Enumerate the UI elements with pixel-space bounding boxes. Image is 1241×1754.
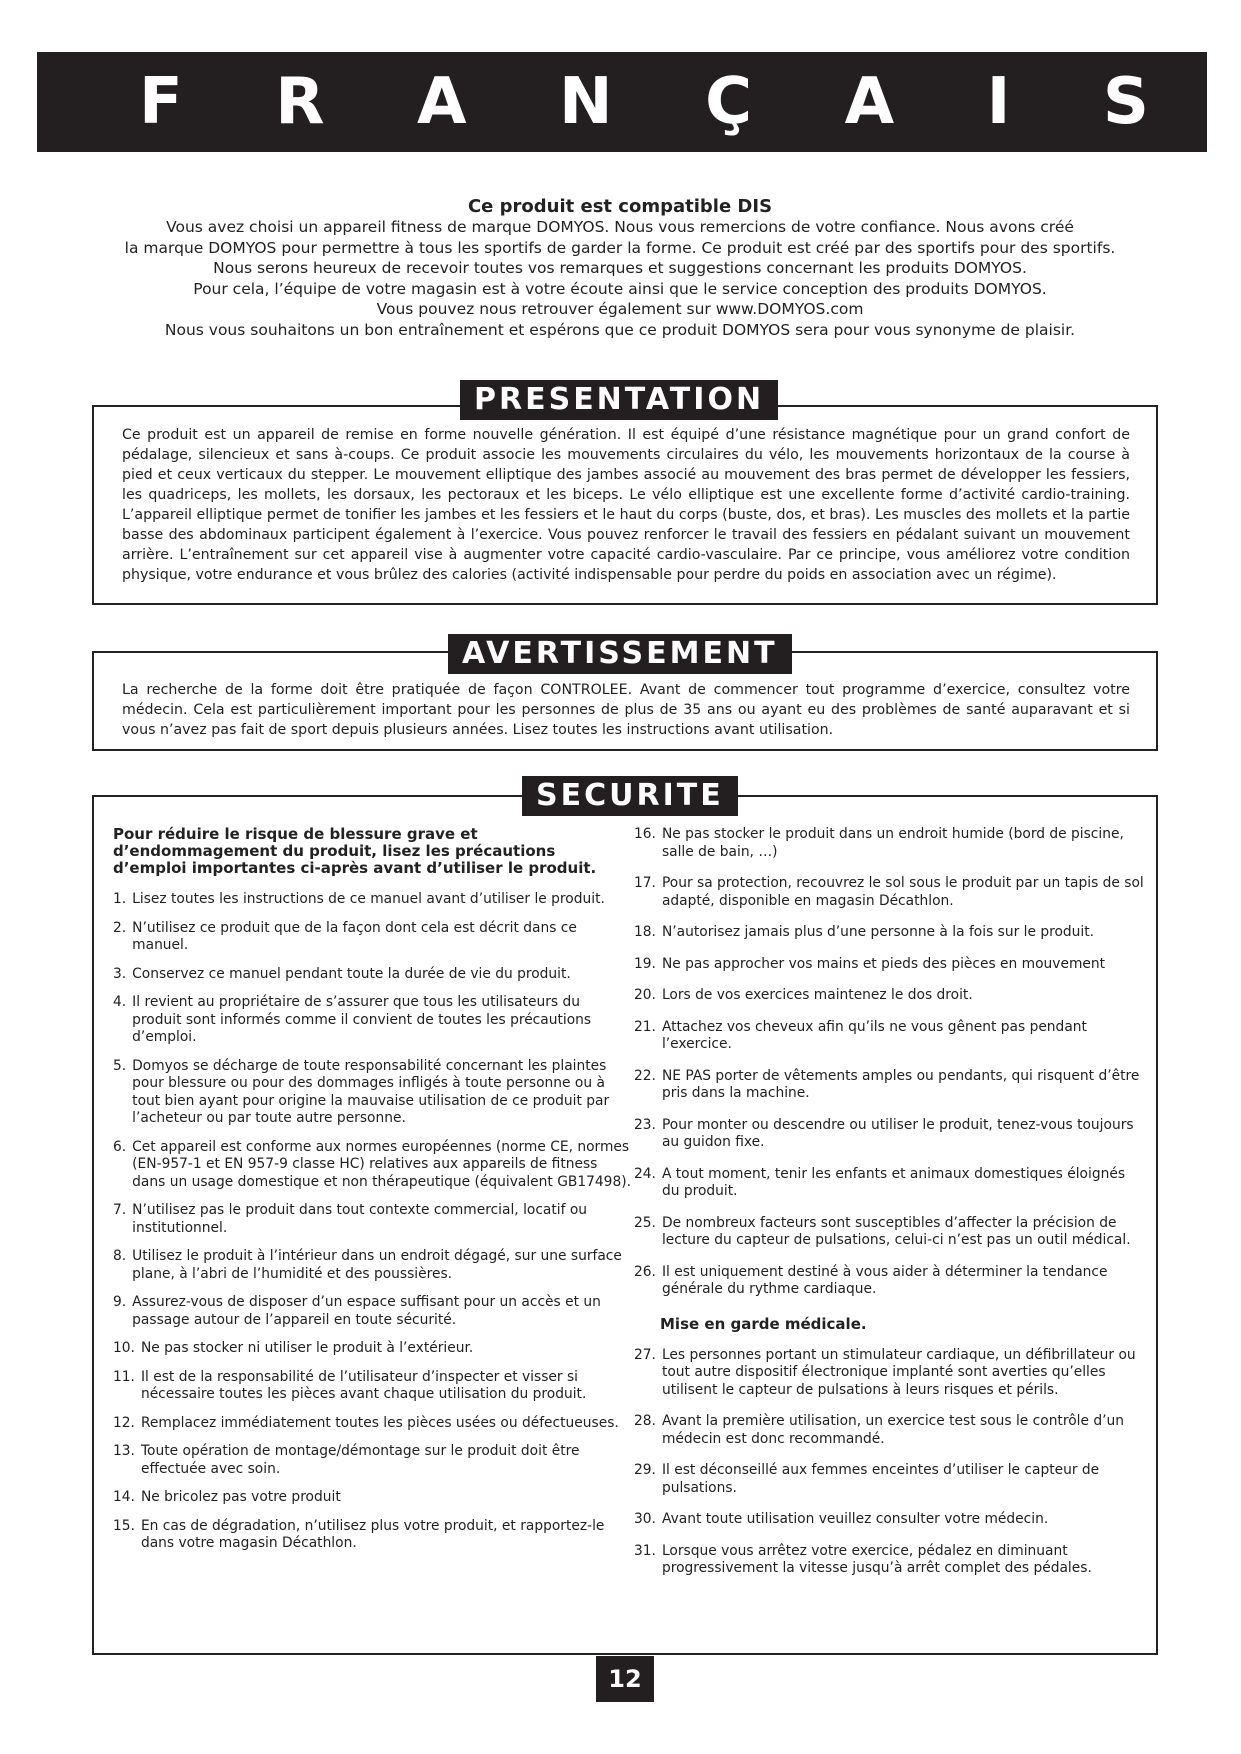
list-item	[634, 924, 1146, 942]
item-text: Ne pas stocker ni utiliser le produit à l’extérieur.	[140, 1340, 474, 1356]
list-item	[634, 875, 1146, 910]
item-number: 9.	[113, 1294, 127, 1310]
item-number: 20.	[634, 987, 656, 1003]
item-number: 23.	[634, 1116, 656, 1133]
item-text: Les personnes portant un stimulateur cardiaque, un défibrillateur ou tout autre dispositif électronique implanté sont averties qu’elles utilisent le capteur de pulsations à leurs risques et périls.	[661, 1346, 1136, 1398]
banner-letter: Ç	[705, 65, 753, 139]
item-text: Utilisez le produit à l’intérieur dans un endroit dégagé, sur une surface plane, à l’abri de l’humidité et des poussières.	[132, 1248, 622, 1282]
list-item	[634, 1215, 1146, 1250]
item-number: 21.	[634, 1018, 656, 1035]
item-text: Domyos se décharge de toute responsabilité concernant les plaintes pour blessure ou pour des dommages infligés à toute personne ou à tout bien ayant pour origine la mauvaise utilisation de ce produit par l’acheteur ou par toute autre personne.	[132, 1057, 610, 1126]
item-number: 22.	[634, 1067, 656, 1084]
avertissement-text-area	[92, 651, 1158, 751]
list-item	[113, 1294, 633, 1329]
item-text: Ne pas approcher vos mains et pieds des pièces en mouvement	[661, 955, 1106, 972]
list-item	[634, 1166, 1146, 1201]
list-item	[113, 1202, 633, 1237]
intro-section	[100, 196, 1140, 340]
intro-line: Nous vous souhaitons un bon entraînement et espérons que ce produit DOMYOS sera pour vous synonyme de plaisir.	[164, 320, 1076, 339]
item-text: A tout moment, tenir les enfants et animaux domestiques éloignés du produit.	[661, 1165, 1126, 1199]
item-number: 14.	[113, 1489, 135, 1505]
item-number: 6.	[113, 1138, 127, 1155]
banner-letter: I	[986, 65, 1011, 139]
banner-letter: R	[275, 65, 325, 139]
item-number: 26.	[634, 1263, 656, 1280]
list-item	[634, 987, 1146, 1005]
item-text: Il est déconseillé aux femmes enceintes d’utiliser le capteur de pulsations.	[661, 1462, 1100, 1496]
item-text: Pour sa protection, recouvrez le sol sous le produit par un tapis de sol adapté, disponible en magasin Décathlon.	[661, 875, 1144, 909]
list-item	[634, 1019, 1146, 1054]
intro-title: Ce produit est compatible DIS	[467, 196, 773, 217]
list-item	[113, 1369, 633, 1404]
banner-letter: N	[559, 65, 613, 139]
item-text: Attachez vos cheveux afin qu’ils ne vous gênent pas pendant l’exercice.	[661, 1018, 1087, 1052]
item-text: Conservez ce manuel pendant toute la durée de vie du produit.	[132, 965, 571, 982]
item-text: Lors de vos exercices maintenez le dos droit.	[661, 987, 973, 1003]
list-item	[113, 920, 633, 955]
item-text: Cet appareil est conforme aux normes européennes (norme CE, normes (EN-957-1 et EN 957-9 classe HC) relatives aux appareils de fitness dans un usage domestique et non thérapeutique (équivalent GB17498).	[132, 1138, 632, 1190]
list-item	[113, 1489, 633, 1507]
item-number: 1.	[113, 891, 127, 907]
list-item	[634, 1068, 1146, 1103]
item-text: Avant la première utilisation, un exercice test sous le contrôle d’un médecin est donc recommandé.	[661, 1413, 1124, 1447]
item-number: 3.	[113, 965, 127, 982]
list-item	[634, 1543, 1146, 1578]
securite-right-column	[634, 826, 1146, 1578]
item-number: 17.	[634, 875, 656, 891]
page-number: 12	[596, 1656, 654, 1702]
intro-line: Nous serons heureux de recevoir toutes vos remarques et suggestions concernant les produits DOMYOS.	[213, 259, 1027, 277]
item-text: De nombreux facteurs sont susceptibles d’affecter la précision de lecture du capteur de pulsations, celui-ci n’est pas un outil médical.	[661, 1214, 1131, 1248]
banner-letter: F	[139, 65, 183, 139]
list-item	[634, 1413, 1146, 1448]
item-number: 2.	[113, 919, 127, 936]
list-item	[113, 1415, 633, 1433]
item-text: Lorsque vous arrêtez votre exercice, pédalez en diminuant progressivement la vitesse jusqu’à arrêt complet des pédales.	[661, 1542, 1092, 1576]
intro-line: Vous avez choisi un appareil fitness de marque DOMYOS. Nous vous remercions de votre confiance. Nous avons créé	[166, 218, 1074, 236]
list-item	[634, 1264, 1146, 1299]
item-text: NE PAS porter de vêtements amples ou pendants, qui risquent d’être pris dans la machine.	[661, 1067, 1140, 1101]
medical-warning-heading: Mise en garde médicale.	[660, 1314, 867, 1333]
item-number: 30.	[634, 1511, 656, 1527]
list-item	[113, 1139, 633, 1192]
presentation-text: Ce produit est un appareil de remise en forme nouvelle génération. Il est équipé d’une résistance magnétique pour un grand confort de pédalage, silencieux et sans à-coups. Ce produit associe les mouvements circulaires du vélo, les mouvements horizontaux de la course à pied et ceux verticaux du stepper. Le mouvement elliptique des jambes associé au mouvement des bras permet de développer les fessiers, les quadriceps, les mollets, les dorsaux, les pectoraux et les biceps. Le vélo elliptique est une excellente forme d’activité cardio-training. L’appareil elliptique permet de tonifier les jambes et les fessiers et le haut du corps (buste, dos, et bras). Les muscles des mollets et la partie basse des abdominaux participent également à l’exercice. Vous pouvez renforcer le travail des fessiers en pédalant suivant un mouvement arrière. L’entraînement sur cet appareil vise à augmenter votre capacité cardio-vasculaire. Par ce principe, vous améliorez votre condition physique, votre endurance et vous brûlez des calories (activité indispensable pour perdre du poids en association avec un régime).	[122, 427, 1130, 583]
item-number: 10.	[113, 1340, 135, 1356]
avertissement-text: La recherche de la forme doit être pratiquée de façon CONTROLEE. Avant de commencer tout programme d’exercice, consultez votre médecin. Cela est particulièrement important pour les personnes de plus de 35 ans ou ayant eu des problèmes de santé auparavant et si vous n’avez pas fait de sport depuis plusieurs années. Lisez toutes les instructions avant utilisation.	[122, 682, 1130, 738]
item-number: 27.	[634, 1346, 656, 1363]
item-text: En cas de dégradation, n’utilisez plus votre produit, et rapportez-le dans votre magasin Décathlon.	[140, 1517, 605, 1551]
list-item	[634, 1462, 1146, 1497]
item-text: Ne pas stocker le produit dans un endroit humide (bord de piscine, salle de bain, …)	[661, 826, 1124, 860]
item-text: Ne bricolez pas votre produit	[140, 1489, 341, 1505]
avertissement-heading: AVERTISSEMENT	[448, 634, 792, 674]
list-item	[113, 1443, 633, 1478]
item-number: 12.	[113, 1414, 135, 1431]
list-item	[634, 1117, 1146, 1152]
item-number: 29.	[634, 1462, 656, 1478]
list-item	[634, 1511, 1146, 1529]
list-item	[634, 826, 1146, 861]
item-number: 4.	[113, 994, 127, 1010]
list-item	[113, 1340, 633, 1358]
item-text: N’autorisez jamais plus d’une personne à la fois sur le produit.	[661, 924, 1095, 940]
item-number: 11.	[113, 1368, 135, 1385]
list-item	[113, 966, 633, 984]
item-text: Lisez toutes les instructions de ce manuel avant d’utiliser le produit.	[132, 891, 605, 907]
banner-letter: A	[417, 65, 467, 139]
intro-line: la marque DOMYOS pour permettre à tous les sportifs de garder la forme. Ce produit est créé par des sportifs pour des sportifs.	[124, 238, 1116, 257]
item-text: Il revient au propriétaire de s’assurer que tous les utilisateurs du produit sont informés comme il convient de toutes les précautions d’emploi.	[132, 994, 592, 1045]
item-number: 8.	[113, 1248, 127, 1264]
item-text: Pour monter ou descendre ou utiliser le produit, tenez-vous toujours au guidon fixe.	[661, 1116, 1134, 1150]
item-number: 5.	[113, 1057, 127, 1074]
item-text: Il est de la responsabilité de l’utilisateur d’inspecter et visser si nécessaire toutes les pièces avant chaque utilisation du produit.	[140, 1368, 587, 1402]
item-number: 25.	[634, 1214, 656, 1231]
item-number: 18.	[634, 924, 656, 940]
banner-letter: S	[1102, 65, 1149, 139]
item-text: Avant toute utilisation veuillez consulter votre médecin.	[661, 1511, 1049, 1527]
presentation-text-area	[92, 405, 1158, 605]
list-item	[634, 956, 1146, 974]
item-text: Remplacez immédiatement toutes les pièces usées ou défectueuses.	[140, 1414, 619, 1431]
intro-line: Vous pouvez nous retrouver également sur www.DOMYOS.com	[376, 300, 864, 318]
item-number: 19.	[634, 955, 656, 972]
list-item	[113, 1248, 633, 1283]
list-item	[113, 994, 633, 1047]
item-text: N’utilisez pas le produit dans tout contexte commercial, locatif ou institutionnel.	[132, 1202, 588, 1236]
language-banner	[37, 52, 1207, 152]
presentation-heading: PRESENTATION	[460, 380, 778, 420]
item-number: 24.	[634, 1165, 656, 1182]
item-text: Il est uniquement destiné à vous aider à déterminer la tendance générale du rythme cardiaque.	[661, 1263, 1108, 1297]
item-number: 13.	[113, 1443, 135, 1459]
item-number: 28.	[634, 1413, 656, 1429]
securite-lead: Pour réduire le risque de blessure grave et d’endommagement du produit, lisez les précautions d’emploi importantes ci-après avant d’utiliser le produit.	[113, 825, 597, 877]
item-number: 7.	[113, 1202, 127, 1218]
list-item	[634, 1347, 1146, 1400]
securite-heading: SECURITE	[522, 776, 738, 816]
item-number: 31.	[634, 1542, 656, 1559]
item-number: 16.	[634, 826, 656, 842]
item-text: N’utilisez ce produit que de la façon dont cela est décrit dans ce manuel.	[132, 919, 577, 953]
list-item	[113, 1518, 633, 1553]
item-text: Assurez-vous de disposer d’un espace suffisant pour un accès et un passage autour de l’appareil en toute sécurité.	[132, 1294, 601, 1328]
list-item	[113, 891, 633, 909]
securite-left-column	[113, 826, 633, 1553]
list-item	[113, 1058, 633, 1128]
intro-line: Pour cela, l’équipe de votre magasin est à votre écoute ainsi que le service conception des produits DOMYOS.	[193, 279, 1047, 298]
banner-letter: A	[844, 65, 895, 139]
item-text: Toute opération de montage/démontage sur le produit doit être effectuée avec soin.	[140, 1443, 580, 1477]
item-number: 15.	[113, 1517, 135, 1534]
